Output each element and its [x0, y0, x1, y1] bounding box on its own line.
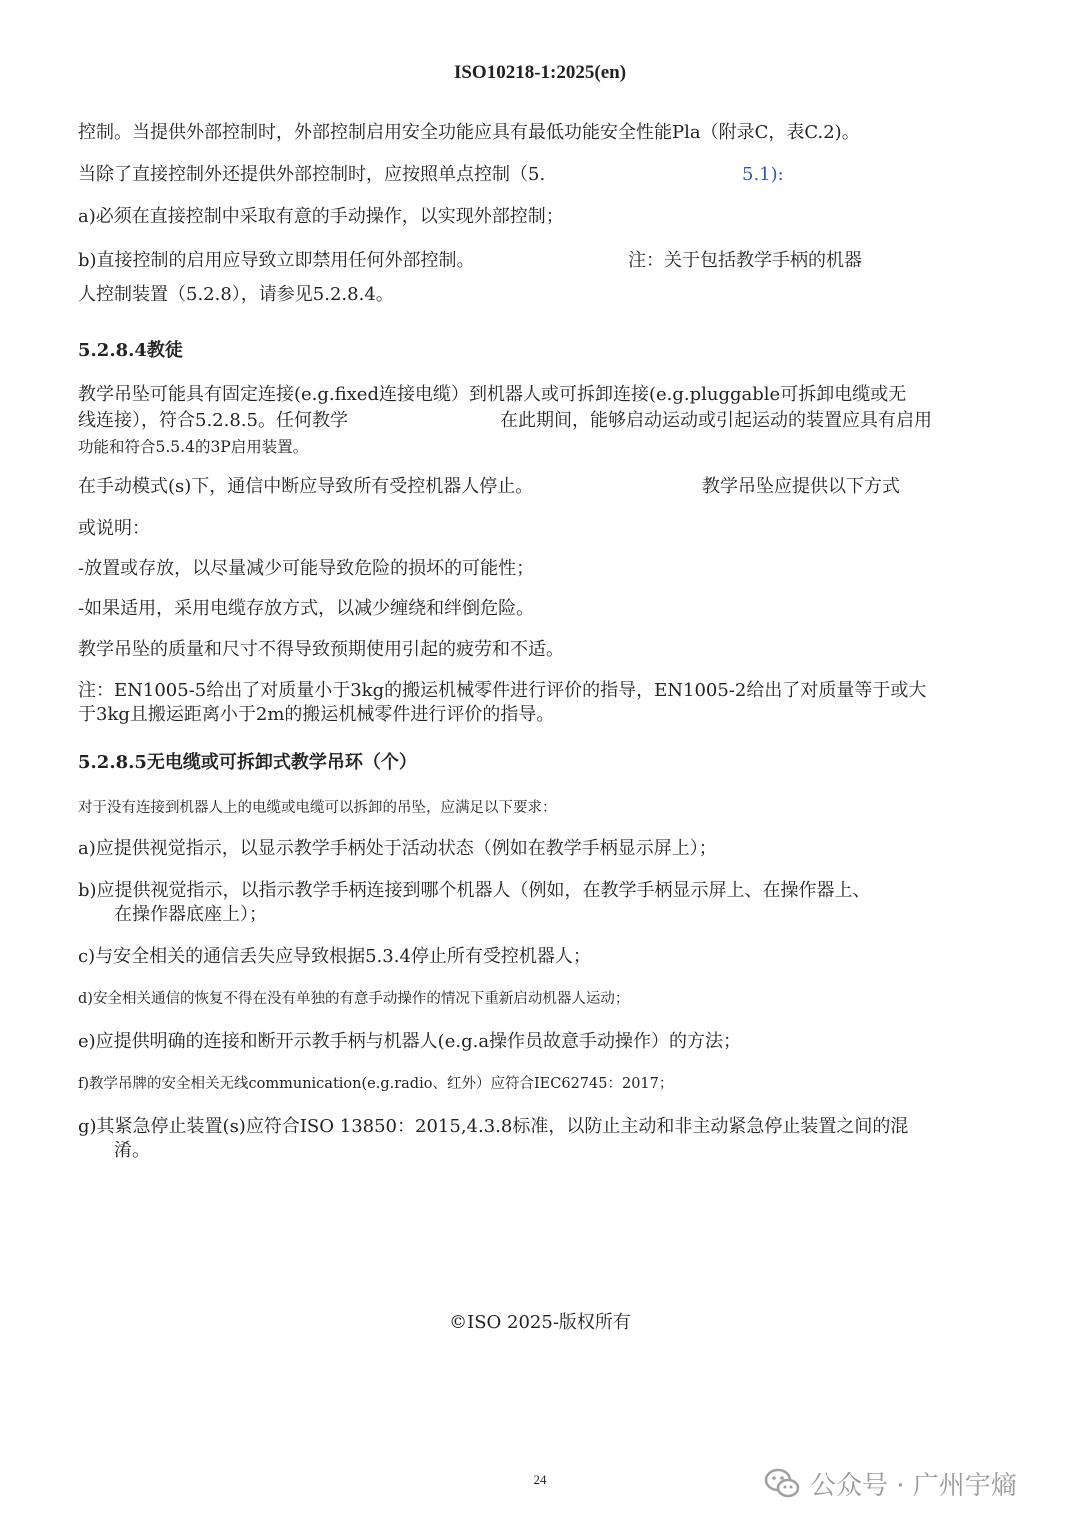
paragraph-line: 或说明：: [78, 518, 150, 539]
list-item-f: f)教学吊牌的安全相关无线communication(e.g.radio、红外）应符合IEC62745：2017；: [78, 1076, 674, 1092]
list-item-c: c)与安全相关的通信丢失应导致根据5.3.4停止所有受控机器人；: [78, 946, 591, 967]
section-heading-5285: 5.2.8.5无电缆或可拆卸式教学吊环（个）: [78, 752, 417, 773]
wechat-icon: [764, 1467, 800, 1499]
list-item: -如果适用，采用电缆存放方式，以减少缠绕和绊倒危险。: [78, 598, 535, 619]
watermark: [764, 1460, 1017, 1506]
list-item-a: a)必须在直接控制中采取有意的手动操作，以实现外部控制；: [78, 206, 564, 227]
list-item-e: e)应提供明确的连接和断开示教手柄与机器人(e.g.a操作员故意手动操作）的方法；: [78, 1031, 742, 1052]
section-heading-5284: 5.2.8.4教徒: [78, 340, 183, 361]
list-item-a: a)应提供视觉指示，以显示教学手柄处于活动状态（例如在教学手柄显示屏上）；: [78, 838, 717, 859]
list-item-b: b)直接控制的启用应导致立即禁用任何外部控制。: [78, 250, 475, 271]
paragraph-line: 线连接），符合5.2.8.5。任何教学: [78, 410, 348, 431]
list-item-g-cont: 淆。: [114, 1140, 150, 1161]
list-item-g: g)其紧急停止装置(s)应符合ISO 13850：2015,4.3.8标准，以防止主动和非主动紧急停止装置之间的混: [78, 1116, 909, 1137]
paragraph-external-control: 控制。当提供外部控制时，外部控制启用安全功能应具有最低功能安全性能Pla（附录C，表C.2)。: [78, 122, 860, 143]
list-item: -放置或存放，以尽量减少可能导致危险的损坏的可能性；: [78, 558, 535, 579]
paragraph-line: 教学吊坠可能具有固定连接(e.g.fixed连接电缆）到机器人或可拆卸连接(e.g.pluggable可拆卸电缆或无: [78, 384, 907, 405]
copyright-footer: ©ISO 2025-版权所有: [449, 1312, 631, 1333]
paragraph-line: 在手动模式(s)下，通信中断应导致所有受控机器人停止。: [78, 476, 534, 497]
note-line: 注：EN1005-5给出了对质量小于3kg的搬运机械零件进行评价的指导，EN1005-2给出了对质量等于或大: [78, 680, 927, 701]
list-item-d: d)安全相关通信的恢复不得在没有单独的有意手动操作的情况下重新启动机器人运动；: [78, 991, 630, 1007]
page-number: 24: [533, 1472, 547, 1487]
document-title: ISO10218-1:2025(en): [453, 62, 627, 83]
list-item-b: b)应提供视觉指示，以指示教学手柄连接到哪个机器人（例如，在教学手柄显示屏上、在操作器上、: [78, 880, 871, 901]
list-item-b-cont: 在操作器底座上）；: [114, 904, 267, 925]
paragraph-line: 功能和符合5.5.4的3P启用装置。: [78, 438, 309, 456]
paragraph-line: 教学吊坠应提供以下方式: [702, 476, 900, 497]
note-teach-pendant-cont: 人控制装置（5.2.8），请参见5.2.8.4。: [78, 284, 394, 305]
paragraph-single-point-control: 当除了直接控制外还提供外部控制时，应按照单点控制（5.: [78, 164, 546, 185]
paragraph-line: 教学吊坠的质量和尺寸不得导致预期使用引起的疲劳和不适。: [78, 639, 564, 660]
note-teach-pendant: 注：关于包括教学手柄的机器: [628, 250, 862, 271]
watermark-text: 公众号 · 广州宇熵: [810, 1470, 1017, 1501]
note-line: 于3kg且搬运距离小于2m的搬运机械零件进行评价的指导。: [78, 704, 555, 725]
paragraph-intro: 对于没有连接到机器人上的电缆或电缆可以拆卸的吊坠，应满足以下要求：: [78, 800, 557, 816]
clause-reference-link[interactable]: 5.1):: [742, 164, 784, 185]
paragraph-line: 在此期间，能够启动运动或引起运动的装置应具有启用: [500, 410, 932, 431]
